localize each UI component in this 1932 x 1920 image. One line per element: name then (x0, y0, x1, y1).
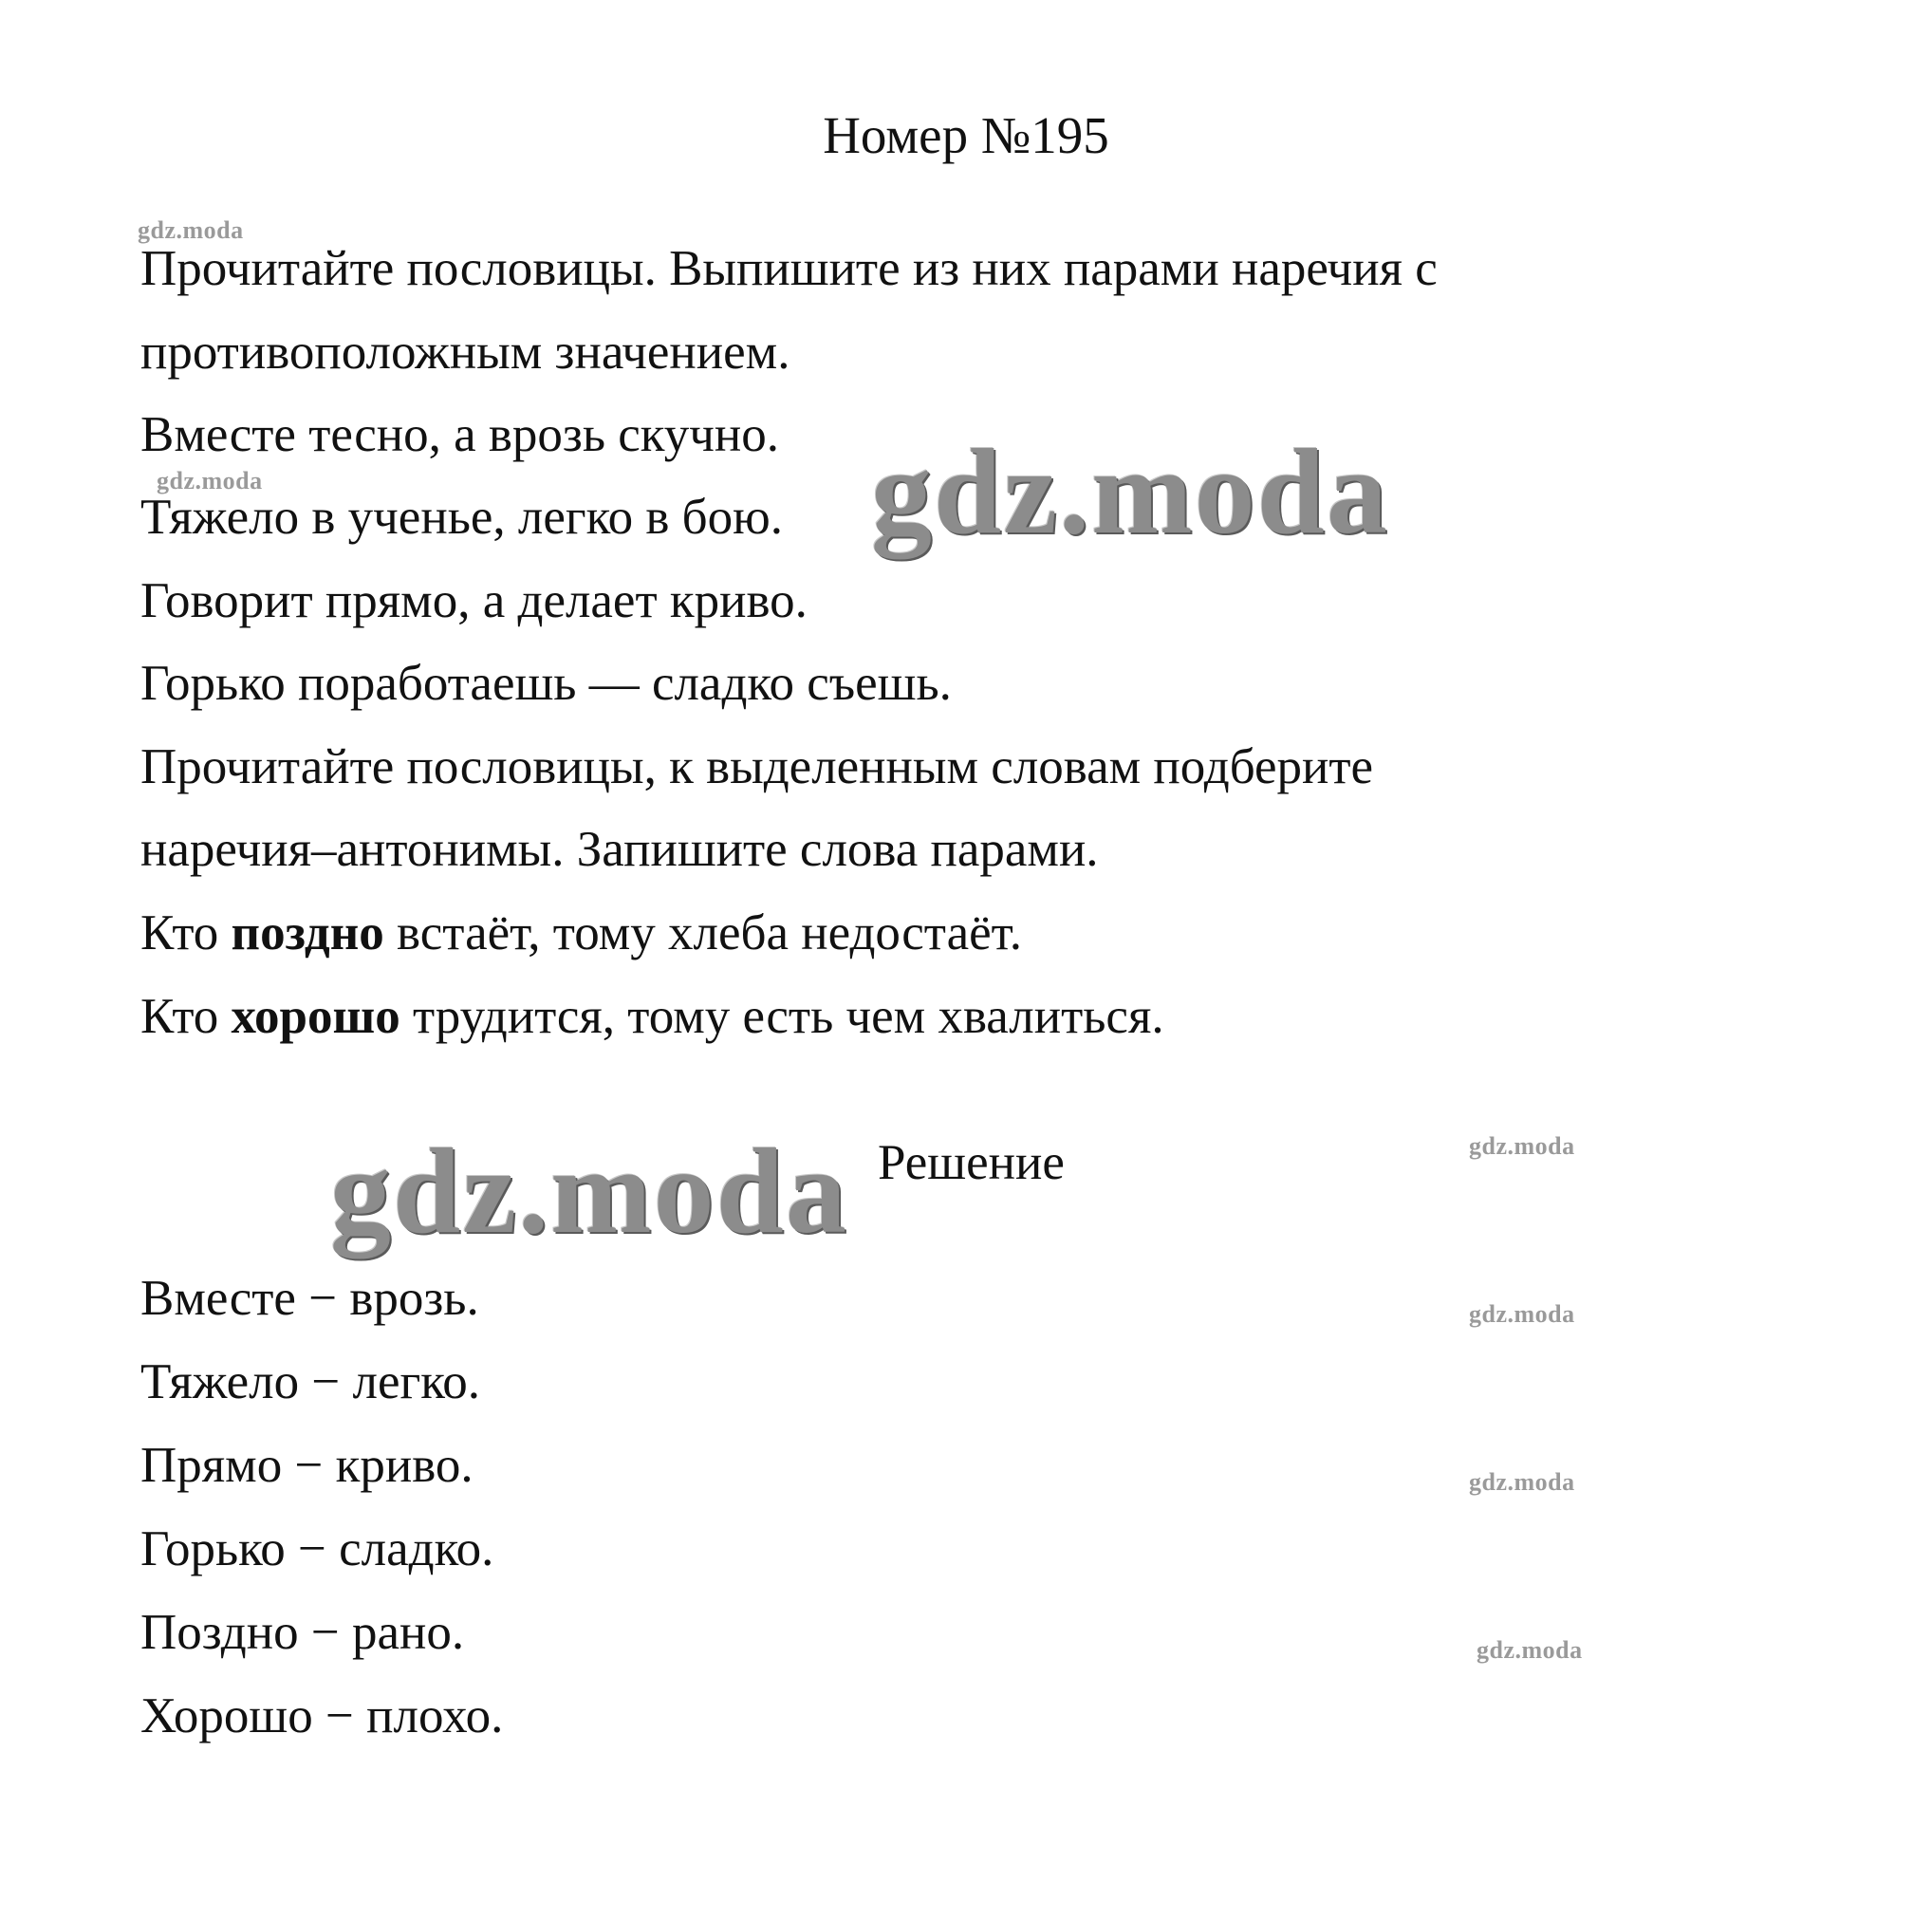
watermark-small: gdz.moda (1477, 1636, 1583, 1664)
answer-3: Прямо − криво. (140, 1438, 474, 1493)
task1-line1: Прочитайте пословицы. Выпишите из них парами наречия с (140, 241, 1438, 296)
proverb-6-suffix: трудится, тому есть чем хвалиться. (399, 989, 1164, 1044)
answer-4: Горько − сладко. (140, 1521, 494, 1576)
proverb-5-prefix: Кто (140, 905, 232, 960)
proverb-5-highlight: поздно (231, 905, 384, 960)
solution-heading: Решение (878, 1135, 1065, 1190)
watermark-small: gdz.moda (138, 216, 244, 244)
answer-2: Тяжело − легко. (140, 1354, 481, 1409)
watermark-small: gdz.moda (1469, 1300, 1575, 1328)
watermark-large: gdz.moda (330, 1124, 848, 1258)
watermark-large: gdz.moda (871, 424, 1389, 559)
proverb-6 (140, 985, 1164, 1048)
proverb-5-suffix: встаёт, тому хлеба недостаёт. (383, 905, 1023, 960)
task2-line1: Прочитайте пословицы, к выделенным словам подберите (140, 739, 1374, 794)
proverb-1: Вместе тесно, а врозь скучно. (140, 407, 780, 462)
proverb-4: Горько поработаешь — сладко съешь. (140, 656, 952, 711)
task2-line2: наречия–антонимы. Запишите слова парами. (140, 822, 1099, 877)
proverb-6-prefix: Кто (140, 989, 232, 1044)
task1-line2: противоположным значением. (140, 325, 790, 380)
answer-6: Хорошо − плохо. (140, 1688, 504, 1743)
proverb-5 (140, 902, 1022, 964)
proverb-3: Говорит прямо, а делает криво. (140, 573, 808, 628)
watermark-small: gdz.moda (157, 467, 263, 494)
proverb-2: Тяжело в ученье, легко в бою. (140, 490, 783, 545)
answer-5: Поздно − рано. (140, 1605, 465, 1660)
proverb-6-highlight: хорошо (231, 989, 400, 1044)
watermark-small: gdz.moda (1469, 1468, 1575, 1496)
answer-1: Вместе − врозь. (140, 1271, 479, 1326)
watermark-small: gdz.moda (1469, 1132, 1575, 1160)
page-title: Номер №195 (823, 106, 1109, 164)
